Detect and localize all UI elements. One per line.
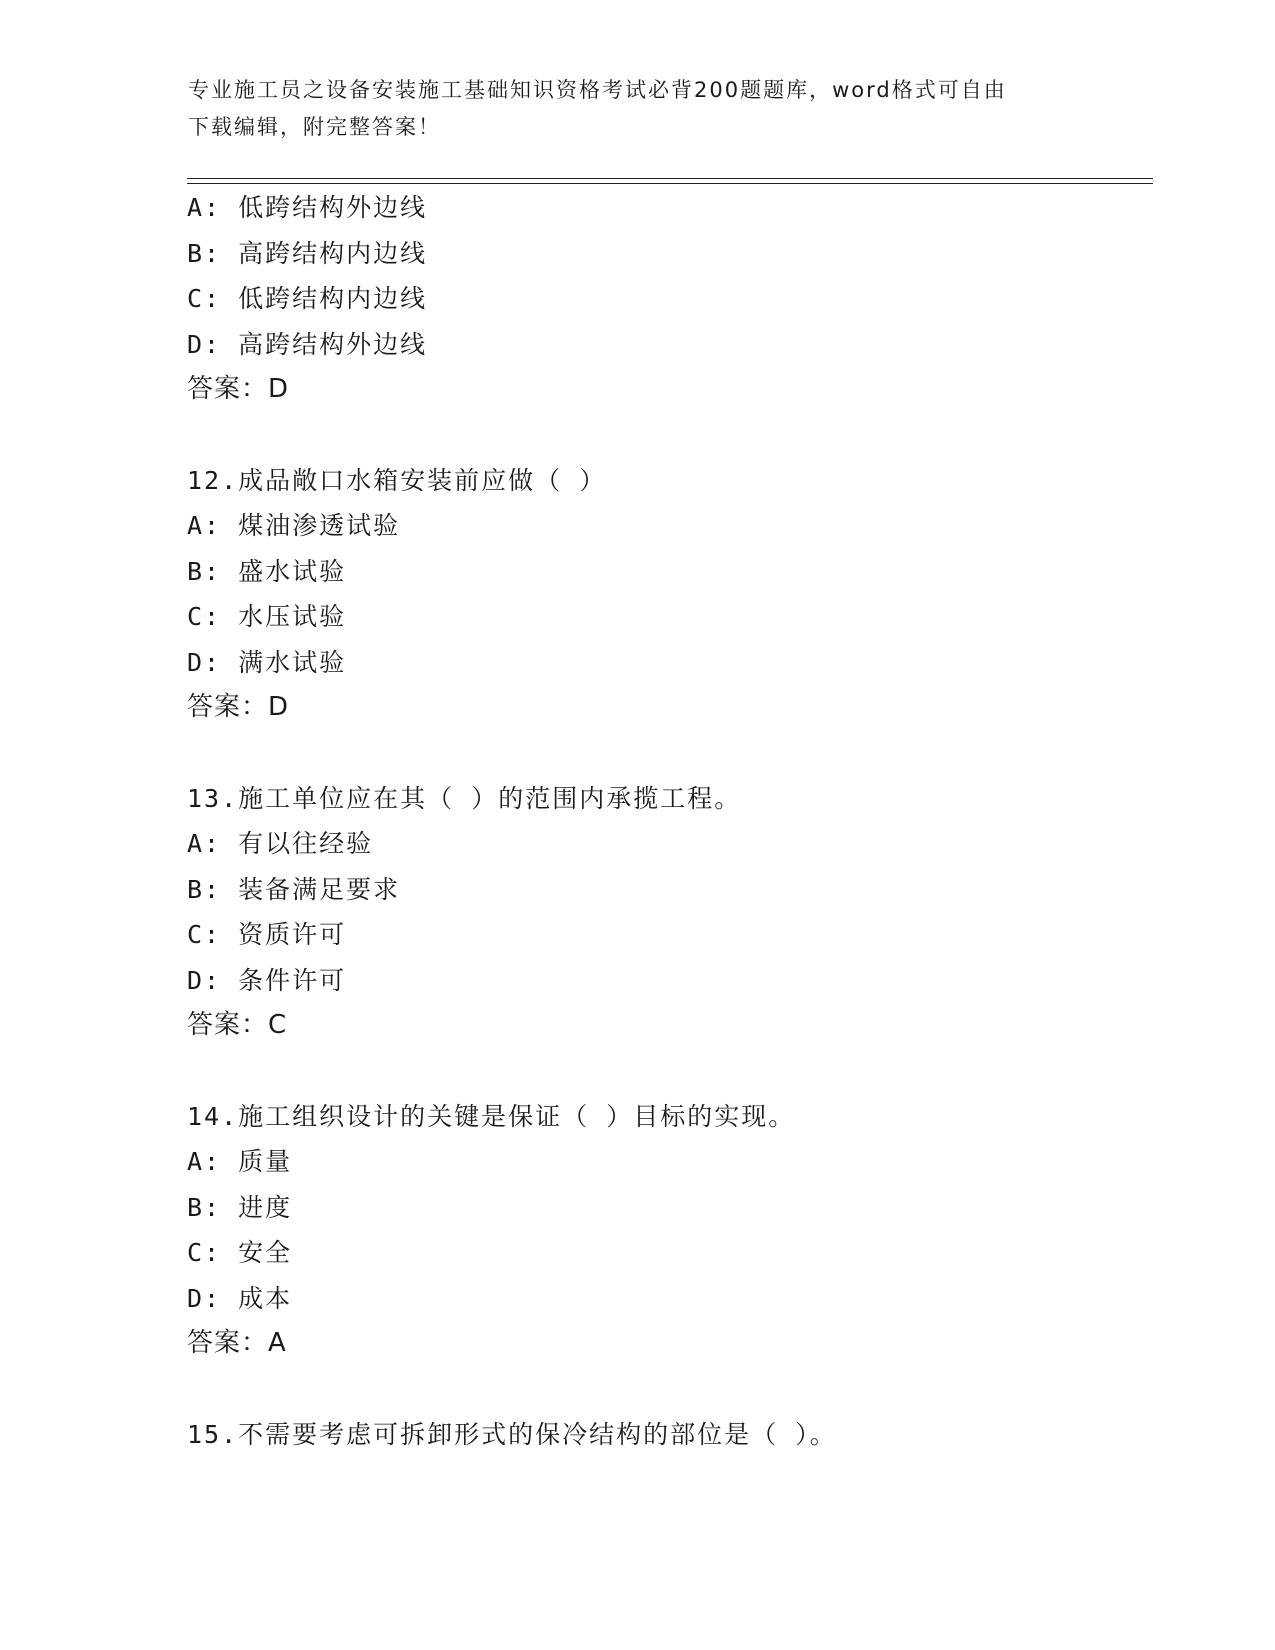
option-c: C: 安全 xyxy=(187,1238,293,1267)
option-c: C: 资质许可 xyxy=(187,920,347,949)
option-a: A: 质量 xyxy=(187,1147,293,1176)
question-list xyxy=(187,185,1147,1457)
option-d: D: 条件许可 xyxy=(187,965,347,995)
option-a: A: 低跨结构外边线 xyxy=(187,193,428,222)
answer: 答案：A xyxy=(187,1328,287,1358)
question-text: 14.施工组织设计的关键是保证（ ）目标的实现。 xyxy=(187,1101,796,1131)
option-b: B: 装备满足要求 xyxy=(187,874,401,904)
header-line-2: 下载编辑，附完整答案！ xyxy=(188,115,441,139)
question-12 xyxy=(187,458,1147,731)
option-d: D: 满水试验 xyxy=(187,647,347,677)
option-d: D: 成本 xyxy=(187,1283,293,1313)
option-a: A: 煤油渗透试验 xyxy=(187,511,401,540)
option-b: B: 高跨结构内边线 xyxy=(187,238,428,268)
header-line-1: 专业施工员之设备安装施工基础知识资格考试必背200题题库，word格式可自由 xyxy=(188,78,1007,102)
option-d: D: 高跨结构外边线 xyxy=(187,329,428,359)
header-divider-bottom xyxy=(187,183,1153,184)
answer: 答案：D xyxy=(187,374,290,404)
question-text: 12.成品敞口水箱安装前应做（ ） xyxy=(187,465,607,495)
question-15 xyxy=(187,1412,1147,1458)
question-text: 13.施工单位应在其（ ）的范围内承揽工程。 xyxy=(187,783,742,813)
option-c: C: 水压试验 xyxy=(187,602,347,631)
question-14 xyxy=(187,1094,1147,1367)
question-13 xyxy=(187,776,1147,1049)
document-header xyxy=(188,72,1068,146)
option-b: B: 进度 xyxy=(187,1192,293,1222)
question-11 xyxy=(187,185,1147,413)
answer: 答案：C xyxy=(187,1010,288,1040)
option-c: C: 低跨结构内边线 xyxy=(187,284,428,313)
option-b: B: 盛水试验 xyxy=(187,556,347,586)
question-text: 15.不需要考虑可拆卸形式的保冷结构的部位是（ ）。 xyxy=(187,1419,837,1449)
answer: 答案：D xyxy=(187,692,290,722)
header-divider-top xyxy=(187,178,1153,179)
option-a: A: 有以往经验 xyxy=(187,829,374,858)
